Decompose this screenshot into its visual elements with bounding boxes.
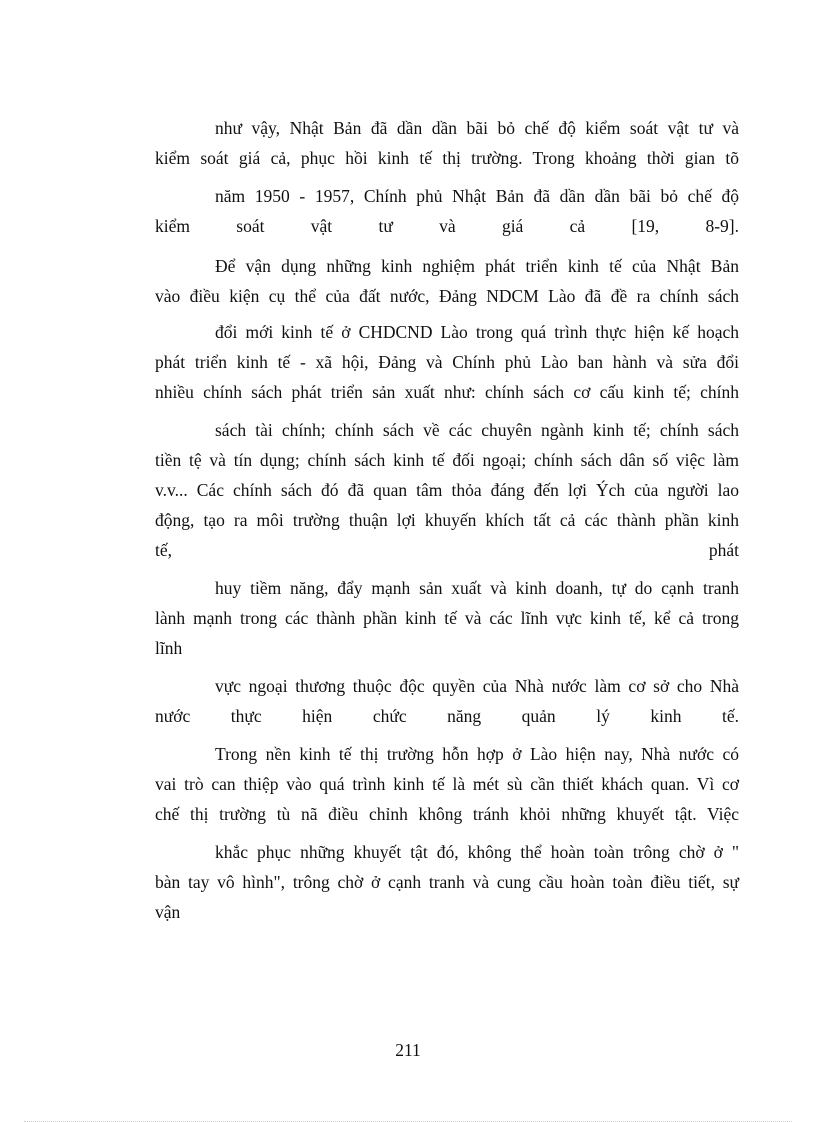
text-line: huy tiềm năng, đẩy mạnh sản xuất và kinh doanh, tự do cạnh tranh (215, 578, 739, 598)
text-line: khắc phục những khuyết tật đó, không thể hoàn toàn trông chờ ở " (215, 842, 739, 862)
text-line: sách tài chính; chính sách về các chuyên ngành kinh tế; chính sách (215, 420, 739, 440)
text-line: nhiều chính sách phát triển sản xuất như: chính sách cơ cấu kinh tế; chính (155, 382, 739, 402)
text-line: lĩnh (155, 638, 183, 658)
text-line: tiền tệ và tín dụng; chính sách kinh tế đối ngoại; chính sách dân số việc làm (155, 450, 739, 470)
text-line: vực ngoại thương thuộc độc quyền của Nhà nước làm cơ sở cho Nhà (215, 676, 739, 696)
page-bottom-divider (24, 1121, 792, 1122)
text-line: tế, phát (155, 540, 739, 560)
text-line: như vậy, Nhật Bản đã dần dần bãi bỏ chế độ kiểm soát vật tư và (215, 118, 739, 138)
text-line: kiểm soát vật tư và giá cả [19, 8-9]. (155, 216, 739, 236)
text-line: v.v... Các chính sách đó đã quan tâm thỏa đáng đến lợi Ých của người lao (155, 480, 739, 500)
text-line: vai trò can thiệp vào quá trình kinh tế là mét sù cần thiết khách quan. Vì cơ (155, 774, 739, 794)
text-line: vận (155, 902, 181, 922)
text-line: chế thị trường tù nã điều chỉnh không tránh khỏi những khuyết tật. Việc (155, 804, 739, 824)
page-number: 211 (395, 1040, 421, 1060)
text-line: Để vận dụng những kinh nghiệm phát triển kinh tế của Nhật Bản (215, 256, 739, 276)
text-line: Trong nền kinh tế thị trường hỗn hợp ở Lào hiện nay, Nhà nước có (215, 744, 739, 764)
text-line: nước thực hiện chức năng quản lý kinh tế. (155, 706, 739, 726)
text-line: phát triển kinh tế - xã hội, Đảng và Chính phủ Lào ban hành và sửa đổi (155, 352, 739, 372)
text-line: lành mạnh trong các thành phần kinh tế và các lĩnh vực kinh tế, kể cả trong (155, 608, 739, 628)
text-line: kiểm soát giá cả, phục hồi kinh tế thị trường. Trong khoảng thời gian tõ (155, 148, 739, 168)
text-line: đổi mới kinh tế ở CHDCND Lào trong quá trình thực hiện kế hoạch (215, 322, 739, 342)
text-line: bàn tay vô hình", trông chờ ở cạnh tranh và cung cầu hoàn toàn điều tiết, sự (155, 872, 739, 892)
text-line: năm 1950 - 1957, Chính phủ Nhật Bản đã dần dần bãi bỏ chế độ (215, 186, 739, 206)
text-line: động, tạo ra môi trường thuận lợi khuyến khích tất cả các thành phần kinh (155, 510, 739, 530)
text-line: vào điều kiện cụ thể của đất nước, Đảng NDCM Lào đã đề ra chính sách (155, 286, 739, 306)
